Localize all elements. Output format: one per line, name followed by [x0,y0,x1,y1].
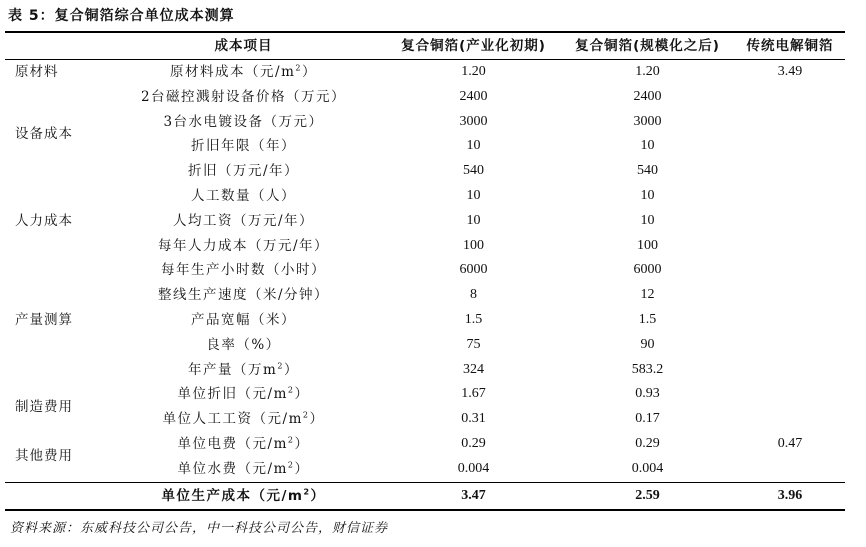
row-c2: 10 [640,187,655,203]
table-row [5,60,845,85]
table-row [5,457,845,482]
row-c2: 0.29 [635,435,660,451]
cost-table-container [5,31,845,511]
row-item: 折旧年限（年） [191,138,296,155]
table-row [5,283,845,308]
row-c1: 1.67 [461,386,486,402]
row-item: 3台水电镀设备（万元） [163,113,324,130]
table-row [5,110,845,135]
row-item: 单位折旧（元$/m^2$） [177,385,310,403]
row-c2: 90 [640,336,655,352]
table-row [5,432,845,457]
row-item: 单位水费（元$/m^2$） [177,460,310,477]
blank-traditional-cell [735,85,845,407]
total-item: 单位生产成本（元$/m^2$） [161,487,326,504]
row-item: 单位电费（元$/m^2$） [177,435,310,452]
row-c1: 1.20 [461,64,486,79]
table-row [5,85,845,110]
row-c2: 100 [637,237,658,253]
row-c2: 6000 [633,262,662,278]
row-item: 原材料成本（元$/m^2$） [170,63,317,80]
row-item: 折旧（万元/年） [187,163,300,180]
row-item: 2台磁控溅射设备价格（万元） [140,88,347,105]
category-manufacturing: 制造费用 [15,398,73,415]
table-row [5,308,845,333]
category-raw: 原材料 [15,64,59,80]
row-c1: 0.004 [457,460,490,476]
row-c1: 10 [466,138,481,154]
source-note: 资料来源：东威科技公司公告，中一科技公司公告，财信证券 [10,521,389,536]
row-item: 良率（%） [206,336,281,353]
row-c1: 0.31 [461,411,486,427]
row-item: 人均工资（万元/年） [172,212,315,229]
header-col2: 复合铜箔(规模化之后) [575,38,720,54]
total-row [5,482,845,510]
row-c1: 10 [466,187,481,203]
category-output: 产量测算 [15,311,73,328]
row-c1: 100 [463,237,484,253]
table-row [5,184,845,209]
row-c2: 0.17 [635,411,660,427]
table-row [5,258,845,283]
row-c1: 75 [466,336,481,352]
table-row [5,407,845,432]
row-item: 整线生产速度（米/分钟） [157,287,330,304]
row-c2: 583.2 [631,361,664,377]
row-item: 每年人力成本（万元/年） [157,237,330,254]
total-c3: 3.96 [777,487,803,503]
row-c2: 3000 [633,113,662,129]
row-item: 产品宽幅（米） [191,311,296,328]
row-item: 单位人工工资（元$/m^2$） [162,410,325,428]
row-c1: 8 [470,287,477,303]
table-row [5,159,845,184]
header-blank [5,32,100,60]
row-c2: 1.20 [635,64,660,79]
table-row [5,209,845,234]
row-c2: 2400 [633,88,662,104]
row-item: 年产量（万$m^2$） [188,361,299,378]
total-c1: 3.47 [461,487,486,503]
total-c2: 2.59 [635,487,660,503]
category-other: 其他费用 [15,448,73,465]
header-col3: 传统电解铜箔 [746,38,834,54]
row-c2: 0.93 [635,386,660,402]
traditional-other-value: 0.47 [777,435,803,451]
row-c1: 6000 [459,262,488,278]
table-row [5,333,845,358]
row-c2: 540 [637,163,658,179]
category-equipment: 设备成本 [15,125,73,142]
row-c1: 540 [463,163,484,179]
row-c2: 10 [640,138,655,154]
row-c1: 10 [466,212,481,228]
table-title: 表 5：复合铜箔综合单位成本测算 [8,8,235,24]
header-col1: 复合铜箔(产业化初期) [401,38,546,54]
row-c1: 0.29 [461,435,486,451]
row-c1: 1.5 [464,311,483,327]
table-row [5,358,845,383]
row-c1: 2400 [459,88,488,104]
total-blank [5,482,100,510]
row-c2: 12 [640,287,655,303]
table-row [5,234,845,259]
row-c1: 324 [463,361,484,377]
row-c2: 10 [640,212,655,228]
header-item: 成本项目 [214,38,273,54]
row-item: 每年生产小时数（小时） [161,262,326,279]
table-row [5,134,845,159]
row-item: 人工数量（人） [191,187,296,204]
table-row [5,382,845,407]
row-c3: 3.49 [777,64,803,79]
row-c1: 3000 [459,113,488,129]
header-row [5,32,845,60]
row-c2: 0.004 [631,460,664,476]
cost-table [5,31,845,511]
row-c2: 1.5 [638,311,657,327]
category-labor: 人力成本 [15,212,73,229]
